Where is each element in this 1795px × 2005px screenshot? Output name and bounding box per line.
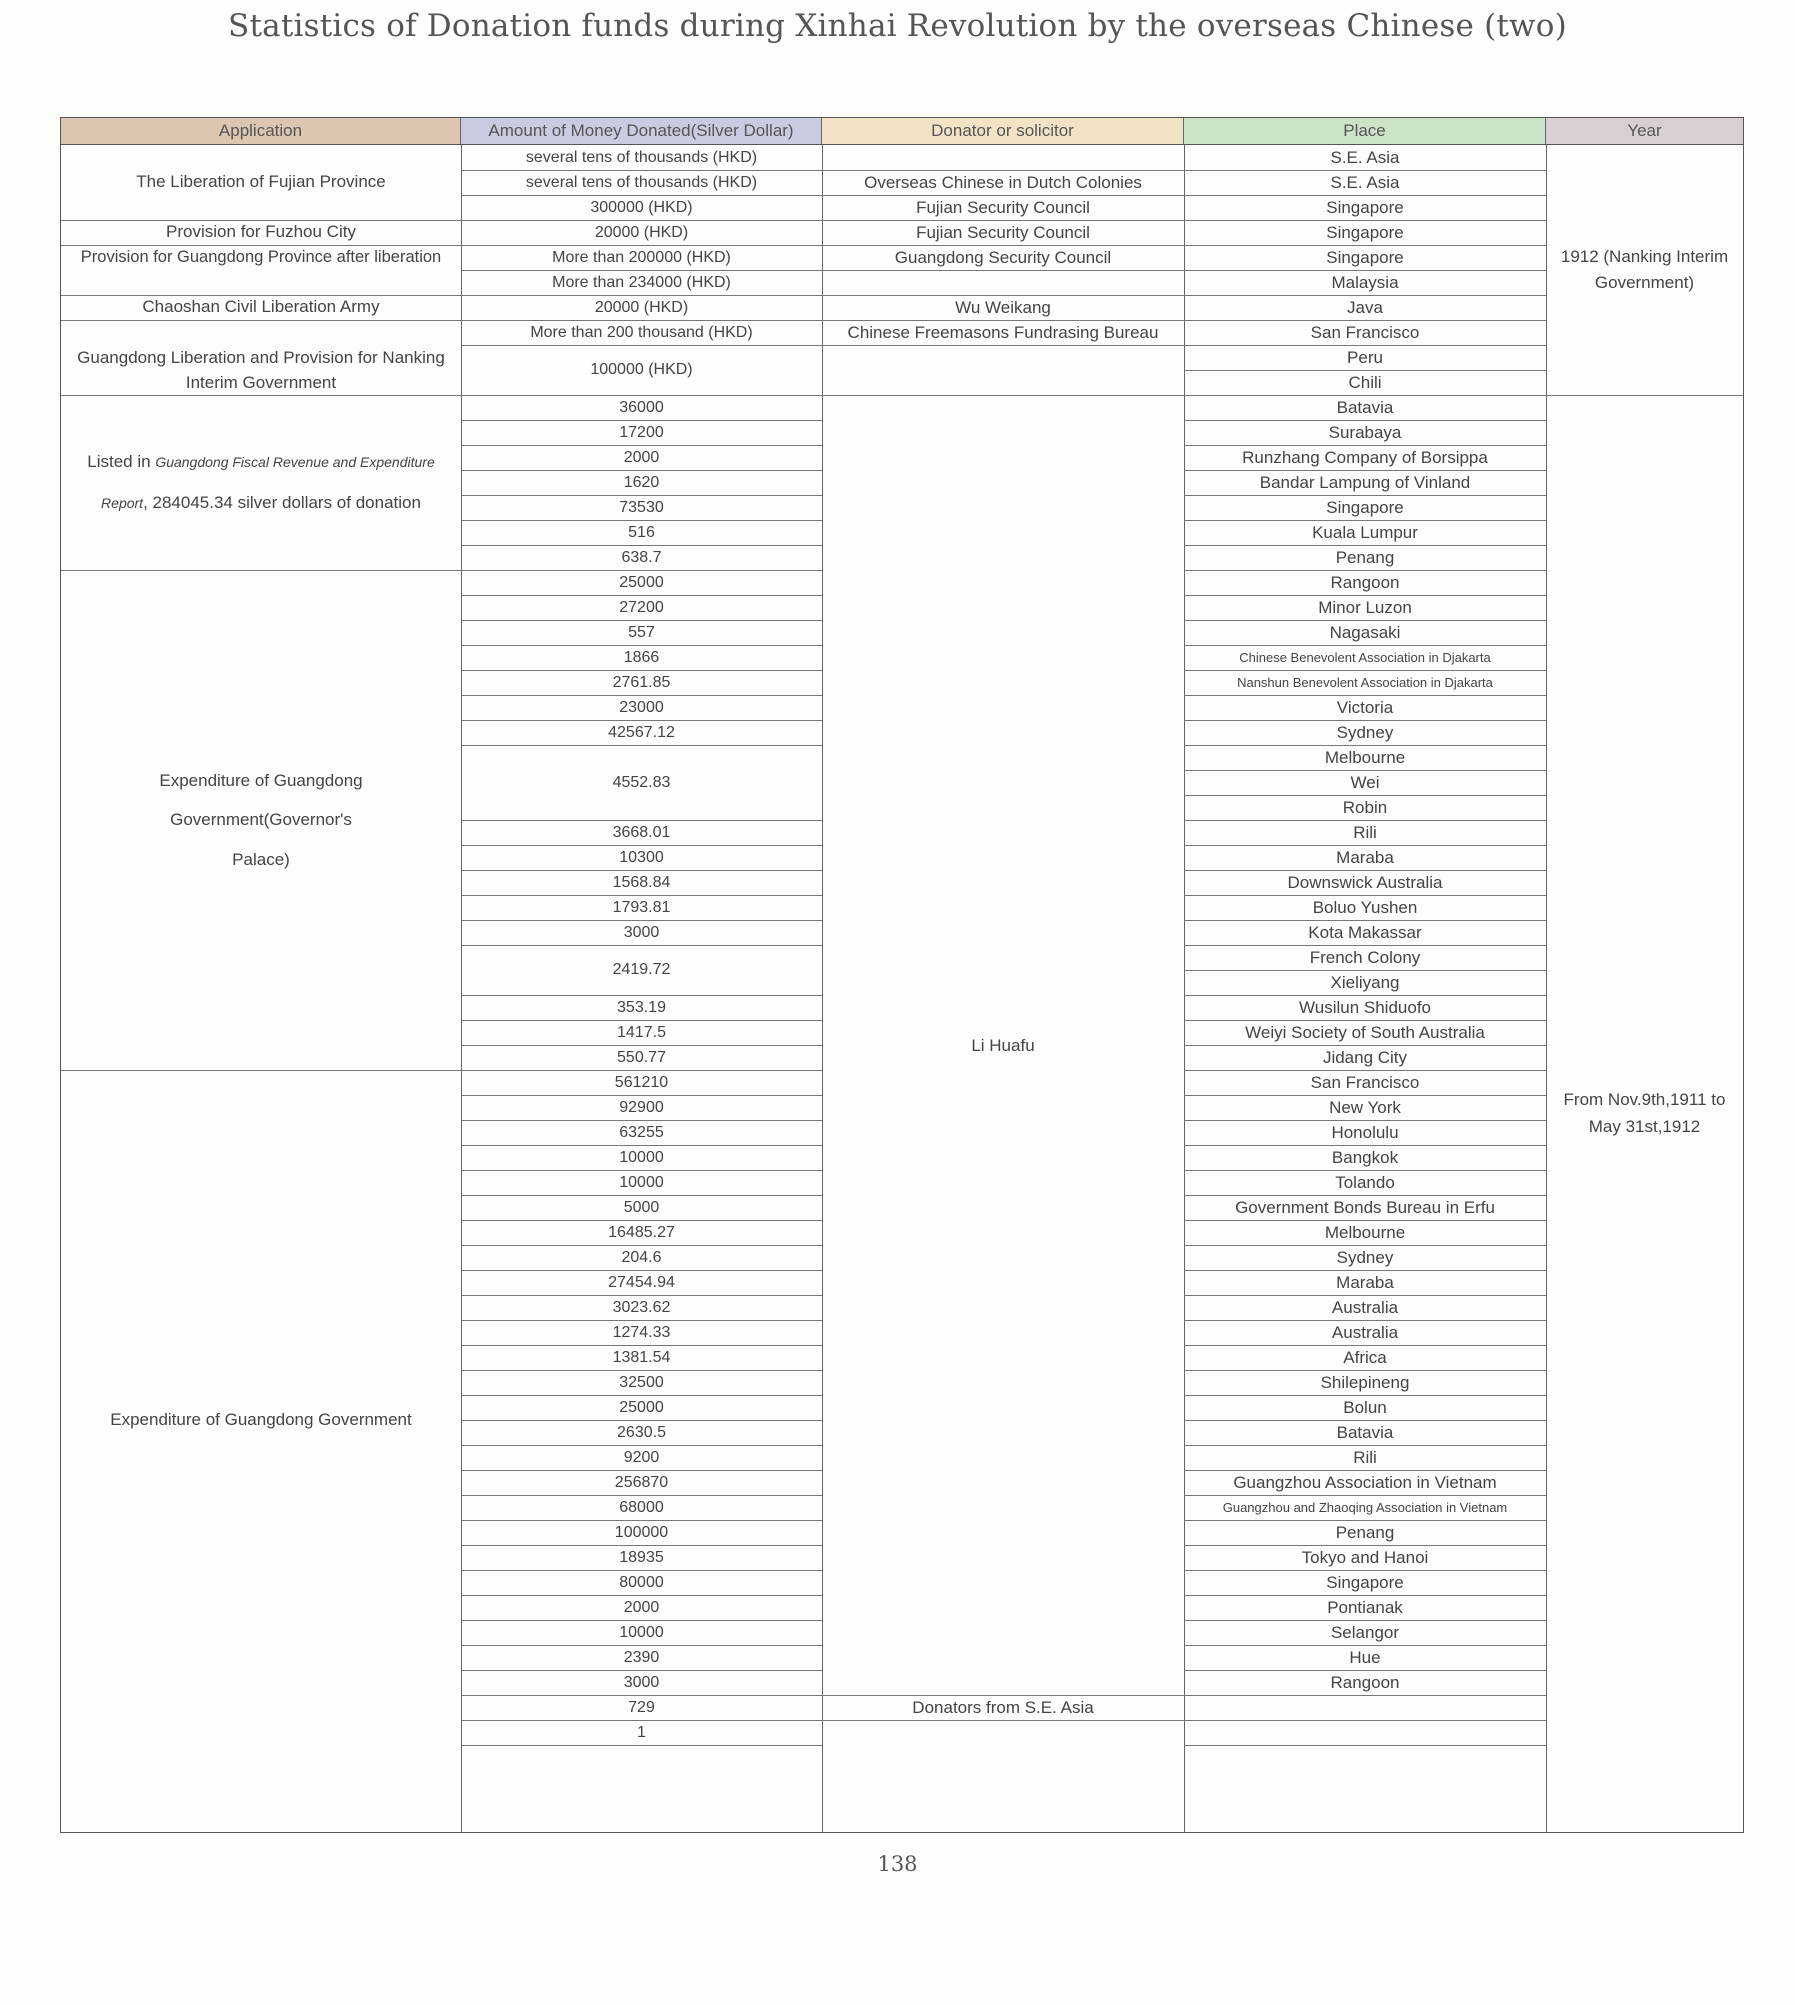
- place-cell: Singapore: [1326, 498, 1404, 517]
- amount-cell: 557: [628, 623, 655, 641]
- amount-cell: More than 234000 (HKD): [552, 273, 731, 291]
- place-cell: New York: [1329, 1098, 1401, 1117]
- place-cell: Africa: [1343, 1348, 1387, 1367]
- amount-cell: 100000: [614, 1523, 669, 1541]
- header-place: Place: [1184, 118, 1546, 144]
- place-cell: Maraba: [1336, 848, 1394, 867]
- report-title: Guangdong Fiscal Revenue and Expenditure Report: [101, 453, 435, 511]
- amount-cell: 27454.94: [608, 1273, 675, 1291]
- place-cell: Guangzhou and Zhaoqing Association in Vietnam: [1222, 1500, 1508, 1515]
- amount-cell: 561210: [614, 1073, 669, 1091]
- place-cell: Xieliyang: [1330, 973, 1400, 992]
- place-cell: Nanshun Benevolent Association in Djakarta: [1237, 675, 1493, 690]
- amount-cell: 1866: [623, 648, 660, 666]
- amount-cell: 10000: [619, 1148, 664, 1166]
- place-cell: Honolulu: [1331, 1123, 1399, 1142]
- place-cell: Chinese Benevolent Association in Djakarta: [1239, 650, 1491, 665]
- amount-cell: More than 200 thousand (HKD): [530, 323, 753, 341]
- amount-cell: 3668.01: [612, 823, 671, 841]
- place-cell: Wusilun Shiduofo: [1299, 998, 1431, 1017]
- place-cell: Bolun: [1343, 1398, 1387, 1417]
- amount-cell: 73530: [619, 498, 664, 516]
- donator-cell: Fujian Security Council: [916, 198, 1090, 217]
- amount-cell: 638.7: [621, 548, 662, 566]
- place-cell: S.E. Asia: [1330, 148, 1400, 167]
- place-cell: Kuala Lumpur: [1312, 523, 1418, 542]
- amount-cell: More than 200000 (HKD): [552, 248, 731, 266]
- table-body: [61, 145, 1743, 1832]
- application-chaoshan: Chaoshan Civil Liberation Army: [142, 297, 380, 317]
- place-cell: Malaysia: [1331, 273, 1399, 292]
- place-cell: Singapore: [1326, 198, 1404, 217]
- amount-cell: 300000 (HKD): [590, 198, 693, 216]
- place-cell: Melbourne: [1324, 748, 1406, 767]
- donator-cell: Chinese Freemasons Fundrasing Bureau: [847, 323, 1159, 342]
- donator-cell: Fujian Security Council: [916, 223, 1090, 242]
- place-cell: Selangor: [1330, 1623, 1400, 1642]
- year-second: From Nov.9th,1911 to May 31st,1912: [1563, 1090, 1726, 1136]
- amount-cell: 1381.54: [612, 1348, 671, 1366]
- amount-cell: 2000: [623, 448, 660, 466]
- place-cell: Chili: [1348, 373, 1382, 392]
- header-year: Year: [1546, 118, 1743, 144]
- place-cell: Peru: [1347, 348, 1383, 367]
- amount-cell: 3000: [623, 923, 660, 941]
- amount-cell: 10000: [619, 1173, 664, 1191]
- place-cell: Nagasaki: [1329, 623, 1401, 642]
- amount-cell: 1620: [623, 473, 660, 491]
- place-cell: S.E. Asia: [1330, 173, 1400, 192]
- place-cell: [1184, 1695, 1546, 1720]
- place-cell: Melbourne: [1324, 1223, 1406, 1242]
- place-cell: Bangkok: [1331, 1148, 1399, 1167]
- amount-cell: 5000: [623, 1198, 660, 1216]
- amount-cell: 2630.5: [617, 1423, 666, 1441]
- place-cell: Robin: [1342, 798, 1388, 817]
- place-cell: Guangzhou Association in Vietnam: [1233, 1473, 1497, 1492]
- place-cell: Victoria: [1336, 698, 1394, 717]
- page-title: Statistics of Donation funds during Xinhai Revolution by the overseas Chinese (two): [228, 8, 1567, 44]
- amount-cell: 3000: [623, 1673, 660, 1691]
- amount-cell: 18935: [619, 1548, 664, 1566]
- place-cell: Tolando: [1335, 1173, 1395, 1192]
- listed-suffix: , 284045.34 silver dollars of donation: [143, 492, 421, 512]
- row-divider: [822, 1720, 1184, 1721]
- place-cell: Minor Luzon: [1318, 598, 1412, 617]
- amount-cell: 63255: [619, 1123, 664, 1141]
- amount-cell: 42567.12: [608, 723, 675, 741]
- place-cell: San Francisco: [1310, 1073, 1420, 1092]
- amount-cell: 9200: [623, 1448, 660, 1466]
- amount-cell: 353.19: [617, 998, 666, 1016]
- application-nanking: Guangdong Liberation and Provision for Nanking Interim Government: [77, 347, 445, 392]
- application-listed: [61, 395, 461, 570]
- place-cell: Pontianak: [1327, 1598, 1403, 1617]
- amount-cell: 23000: [619, 698, 664, 716]
- donator-cell: Wu Weikang: [955, 298, 1051, 317]
- header-amount: Amount of Money Donated(Silver Dollar): [461, 118, 822, 144]
- donator-cell: [822, 345, 1184, 395]
- place-cell: Rangoon: [1330, 1673, 1400, 1692]
- amount-cell: several tens of thousands (HKD): [525, 173, 758, 191]
- place-cell: Weiyi Society of South Australia: [1245, 1023, 1485, 1042]
- place-cell: Penang: [1335, 548, 1395, 567]
- amount-cell: 1: [637, 1723, 646, 1741]
- amount-cell: 68000: [619, 1498, 664, 1516]
- place-cell: Batavia: [1336, 1423, 1394, 1442]
- amount-cell: 1568.84: [612, 873, 671, 891]
- amount-cell: 92900: [619, 1098, 664, 1116]
- place-cell: Sydney: [1336, 723, 1394, 742]
- place-cell: Penang: [1335, 1523, 1395, 1542]
- amount-cell: 2000: [623, 1598, 660, 1616]
- amount-cell: 20000 (HKD): [594, 223, 689, 241]
- place-cell: [1184, 1720, 1546, 1745]
- place-cell: Australia: [1331, 1298, 1399, 1317]
- amount-cell: 2390: [623, 1648, 660, 1666]
- amount-cell: 25000: [619, 573, 664, 591]
- donator-cell: Li Huafu: [971, 1035, 1035, 1055]
- page-number: 138: [877, 1852, 918, 1876]
- place-cell: Rangoon: [1330, 573, 1400, 592]
- place-cell: Runzhang Company of Borsippa: [1242, 448, 1488, 467]
- place-cell: Shilepineng: [1320, 1373, 1410, 1392]
- place-cell: Surabaya: [1328, 423, 1402, 442]
- place-cell: Singapore: [1326, 223, 1404, 242]
- donator-cell: Overseas Chinese in Dutch Colonies: [864, 173, 1142, 192]
- place-cell: Singapore: [1326, 1573, 1404, 1592]
- amount-cell: 100000 (HKD): [590, 361, 693, 378]
- amount-cell: 256870: [614, 1473, 669, 1491]
- amount-cell: 516: [628, 523, 655, 541]
- donation-table: [60, 117, 1744, 1833]
- place-cell: Hue: [1349, 1648, 1381, 1667]
- amount-cell: 4552.83: [612, 773, 671, 791]
- amount-cell: 2761.85: [612, 673, 671, 691]
- year-first: 1912 (Nanking Interim Government): [1560, 246, 1729, 292]
- place-cell: French Colony: [1309, 948, 1421, 967]
- place-cell: Downswick Australia: [1287, 873, 1443, 892]
- place-cell: Sydney: [1336, 1248, 1394, 1267]
- donator-cell: [822, 145, 1184, 170]
- application-guangdong-government: Expenditure of Guangdong Government: [110, 1409, 412, 1429]
- row-divider: [61, 320, 461, 321]
- place-cell: Rili: [1353, 1448, 1377, 1467]
- row-divider: [461, 1745, 822, 1746]
- donator-cell: [822, 270, 1184, 295]
- amount-cell: 32500: [619, 1373, 664, 1391]
- place-cell: Boluo Yushen: [1312, 898, 1418, 917]
- place-cell: Maraba: [1336, 1273, 1394, 1292]
- amount-cell: 10300: [619, 848, 664, 866]
- amount-cell: 729: [628, 1698, 655, 1716]
- place-cell: Kota Makassar: [1308, 923, 1422, 942]
- listed-prefix: Listed in: [87, 451, 156, 471]
- amount-cell: 36000: [619, 398, 664, 416]
- row-divider: [1184, 1745, 1546, 1746]
- place-cell: Australia: [1331, 1323, 1399, 1342]
- amount-cell: 27200: [619, 598, 664, 616]
- donator-cell: Guangdong Security Council: [894, 248, 1112, 267]
- place-cell: Jidang City: [1322, 1048, 1408, 1067]
- place-cell: Batavia: [1336, 398, 1394, 417]
- place-cell: Wei: [1350, 773, 1380, 792]
- amount-cell: 20000 (HKD): [594, 298, 689, 316]
- amount-cell: 550.77: [617, 1048, 666, 1066]
- place-cell: Government Bonds Bureau in Erfu: [1235, 1198, 1495, 1217]
- donator-cell: Donators from S.E. Asia: [912, 1698, 1094, 1717]
- amount-cell: 17200: [619, 423, 664, 441]
- place-cell: Tokyo and Hanoi: [1301, 1548, 1429, 1567]
- application-fujian: The Liberation of Fujian Province: [136, 172, 386, 192]
- amount-cell: 16485.27: [608, 1223, 675, 1241]
- amount-cell: 1793.81: [612, 898, 671, 916]
- table-header-row: [61, 118, 1743, 145]
- amount-cell: 2419.72: [612, 961, 671, 978]
- place-cell: Bandar Lampung of Vinland: [1259, 473, 1471, 492]
- amount-cell: 80000: [619, 1573, 664, 1591]
- place-cell: Singapore: [1326, 248, 1404, 267]
- amount-cell: 204.6: [621, 1248, 662, 1266]
- place-cell: San Francisco: [1310, 323, 1420, 342]
- application-governors-palace: Expenditure of Guangdong Government(Governor's Palace): [159, 771, 363, 869]
- amount-cell: 3023.62: [612, 1298, 671, 1316]
- application-fuzhou: Provision for Fuzhou City: [166, 222, 356, 242]
- place-cell: Rili: [1353, 823, 1377, 842]
- amount-cell: 1274.33: [612, 1323, 671, 1341]
- header-donator: Donator or solicitor: [822, 118, 1184, 144]
- application-guangdong-after-liberation: Provision for Guangdong Province after liberation: [80, 247, 442, 266]
- place-cell: Java: [1347, 298, 1383, 317]
- amount-cell: 25000: [619, 1398, 664, 1416]
- amount-cell: 1417.5: [617, 1023, 666, 1041]
- amount-cell: 10000: [619, 1623, 664, 1641]
- amount-cell: several tens of thousands (HKD): [525, 148, 758, 166]
- header-application: Application: [61, 118, 461, 144]
